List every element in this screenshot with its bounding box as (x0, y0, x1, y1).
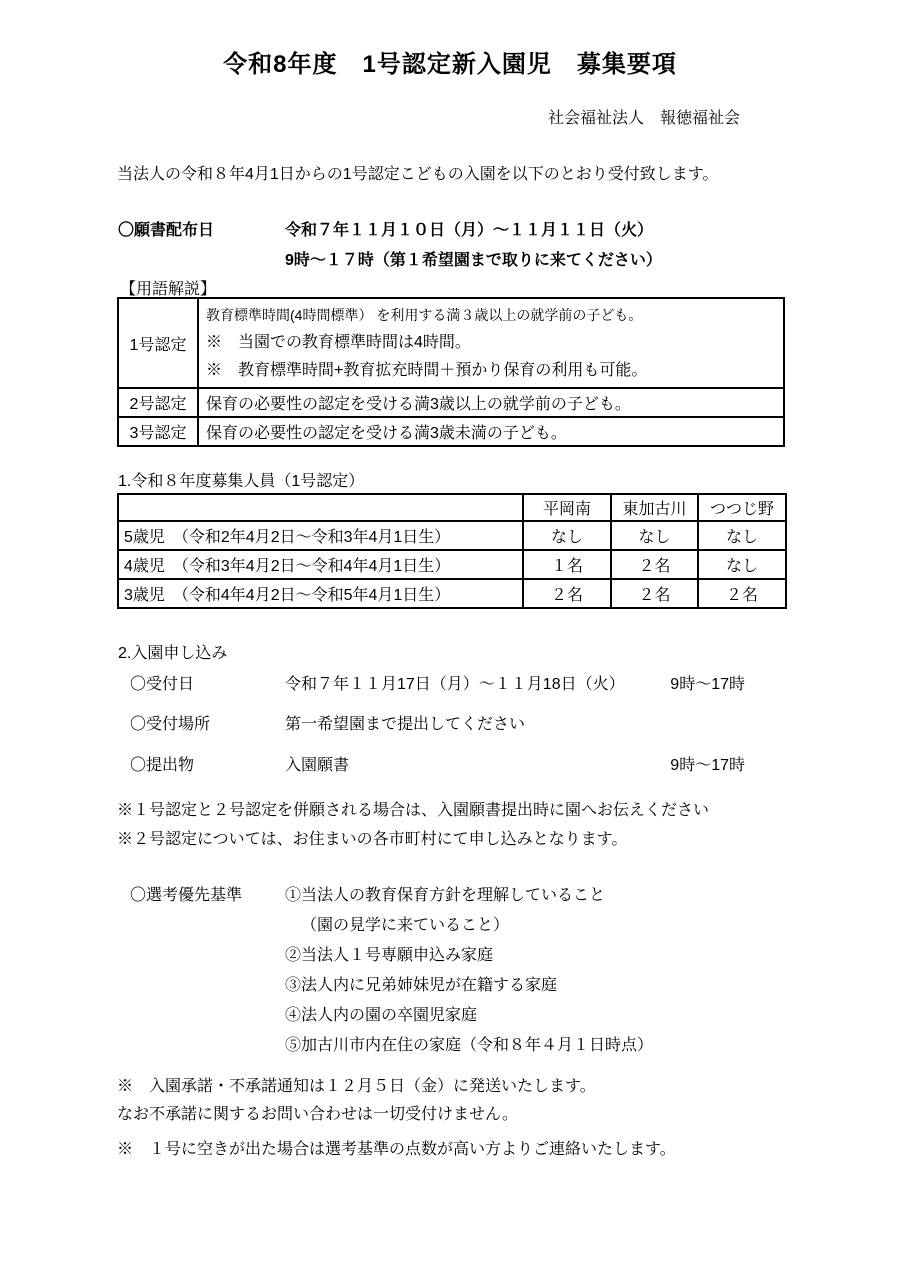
capacity-cell: ２名 (698, 579, 786, 608)
glossary-description: 保育の必要性の認定を受ける満3歳以上の就学前の子ども。 (198, 388, 784, 417)
recruitment-table (117, 493, 787, 609)
capacity-cell: ２名 (611, 579, 698, 608)
application-item-label: 〇提出物 (130, 757, 195, 774)
footer-note: ※ 入園承諾・不承諾通知は１２月５日（金）に発送いたします。 (117, 1078, 596, 1095)
table-row (118, 521, 786, 550)
criteria-item: ④法人内の園の卒園児家庭 (285, 1007, 478, 1024)
age-group-label: 4歳児 （令和3年4月2日～令和4年4月1日生） (118, 550, 523, 579)
glossary-term: 3号認定 (118, 417, 198, 446)
table-row (118, 550, 786, 579)
glossary-description (198, 298, 784, 388)
glossary-description: 保育の必要性の認定を受ける満3歳未満の子ども。 (198, 417, 784, 446)
table-row (118, 579, 786, 608)
glossary-line: ※ 当園での教育標準時間は4時間。 (206, 334, 471, 351)
corner-cell (118, 494, 523, 521)
intro-paragraph: 当法人の令和８年4月1日からの1号認定こどもの入園を以下のとおり受付致します。 (117, 166, 719, 183)
capacity-cell: ２名 (523, 579, 611, 608)
section2-heading: 2.入園申し込み (118, 645, 228, 662)
criteria-item: ①当法人の教育保育方針を理解していること (285, 887, 606, 904)
footer-note: なお不承諾に関するお問い合わせは一切受付けません。 (117, 1106, 518, 1123)
distribution-date: 令和７年１１月１０日（月）～１１月１１日（火） (285, 222, 654, 239)
distribution-time: 9時～１７時（第１希望園まで取りに来てください） (285, 252, 662, 269)
capacity-cell: なし (698, 521, 786, 550)
criteria-label: 〇選考優先基準 (130, 887, 243, 904)
glossary-line: ※ 教育標準時間+教育拡充時間＋預かり保育の利用も可能。 (206, 362, 648, 379)
capacity-cell: なし (523, 521, 611, 550)
criteria-item: ③法人内に兄弟姉妹児が在籍する家庭 (285, 977, 558, 994)
column-header: 平岡南 (523, 494, 611, 521)
application-item-value: 入園願書 (285, 757, 350, 774)
table-row (118, 388, 784, 417)
criteria-item: ②当法人１号専願申込み家庭 (285, 947, 494, 964)
note-line: ※１号認定と２号認定を併願される場合は、入園願書提出時に園へお伝えください (117, 802, 710, 819)
column-header: 東加古川 (611, 494, 698, 521)
organization-name: 社会福祉法人 報徳福祉会 (547, 110, 740, 127)
age-group-label: 5歳児 （令和2年4月2日～令和3年4月1日生） (118, 521, 523, 550)
page-title: 令和8年度 1号認定新入園児 募集要項 (223, 51, 677, 78)
criteria-items (285, 881, 653, 1061)
age-group-label: 3歳児 （令和4年4月2日～令和5年4月1日生） (118, 579, 523, 608)
capacity-cell: なし (698, 550, 786, 579)
application-item-time: 9時～17時 (670, 757, 745, 774)
application-item-time: 9時～17時 (670, 676, 745, 693)
glossary-line: 教育標準時間(4時間標準） を利用する満３歳以上の就学前の子ども。 (206, 307, 643, 323)
application-item-time (650, 711, 745, 734)
criteria-item: （園の見学に来ていること） (301, 917, 510, 934)
application-item-label: 〇受付日 (130, 676, 195, 693)
application-item-value: 令和７年１１月17日（月）～１１月18日（火） (285, 676, 625, 693)
capacity-cell: なし (611, 521, 698, 550)
capacity-cell: ２名 (611, 550, 698, 579)
table-header-row (118, 494, 786, 521)
application-item (130, 711, 745, 734)
footer-note: ※ １号に空きが出た場合は選考基準の点数が高い方よりご連絡いたします。 (117, 1141, 676, 1158)
glossary-term: 1号認定 (118, 298, 198, 388)
distribution-values (285, 216, 662, 276)
glossary-term: 2号認定 (118, 388, 198, 417)
section1-heading: 1.令和８年度募集人員（1号認定） (118, 473, 365, 490)
distribution-date-block (118, 216, 662, 276)
note-line: ※２号認定については、お住まいの各市町村にて申し込みとなります。 (117, 831, 628, 848)
criteria-item: ⑤加古川市内在住の家庭（令和８年４月１日時点） (285, 1037, 654, 1054)
column-header: つつじ野 (698, 494, 786, 521)
application-item-label: 〇受付場所 (130, 716, 211, 733)
application-item (130, 752, 745, 775)
table-row (118, 417, 784, 446)
application-notes (117, 796, 709, 854)
table-row (118, 298, 784, 388)
glossary-table (117, 297, 785, 447)
glossary-heading: 【用語解説】 (120, 281, 217, 298)
capacity-cell: １名 (523, 550, 611, 579)
application-item-value: 第一希望園まで提出してください (285, 716, 526, 733)
application-item (130, 671, 745, 694)
distribution-label: 〇願書配布日 (118, 222, 215, 239)
selection-criteria-block (130, 881, 653, 1061)
